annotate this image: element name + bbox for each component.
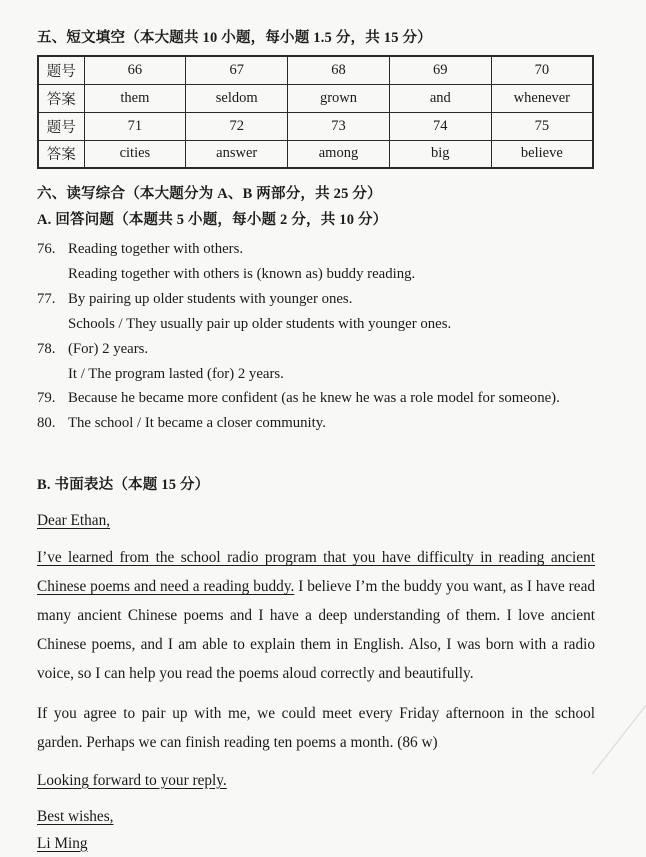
answer-cell: and <box>389 84 491 112</box>
item-text: Reading together with others. <box>68 241 244 257</box>
scan-artifact-line <box>592 703 646 775</box>
question-number-cell: 71 <box>84 112 186 140</box>
question-number-cell: 74 <box>389 112 491 140</box>
item-text: Reading together with others is (known as) buddy reading. <box>68 265 416 282</box>
question-number-cell: 66 <box>84 56 186 84</box>
question-number-cell: 75 <box>491 112 593 140</box>
question-number-cell: 69 <box>389 56 491 84</box>
model-letter <box>37 509 595 856</box>
answer-cell: cities <box>84 140 186 168</box>
item-number: 80. <box>37 415 56 432</box>
answer-cell: believe <box>491 140 593 168</box>
answer-item-77 <box>37 287 595 337</box>
underlined-opening-sentence: I’ve learned from the school radio program that you have difficulty in reading ancient Chinese poems and need a reading buddy. <box>37 549 595 596</box>
item-text: The school / It became a closer community. <box>68 415 326 432</box>
row-label: 答案 <box>38 84 84 112</box>
answer-item-80 <box>37 411 595 436</box>
table-row <box>38 84 593 112</box>
letter-signoff: Best wishes, <box>37 807 114 825</box>
letter-signoff-block <box>37 803 595 857</box>
item-number: 76. <box>37 241 56 257</box>
answer-cell: whenever <box>491 84 593 112</box>
section5-heading: 五、短文填空（本大题共 10 小题，每小题 1.5 分，共 15 分） <box>37 30 432 46</box>
paragraph-1-rest: I believe I’m the buddy you want, as I have read many ancient Chinese poems and I have a deep understanding of them. I love ancient Chinese poems, and I am able to explain them in English. Also, I was born with a radio voice, so I can help you read the poems aloud correctly and beautifully. <box>37 578 596 682</box>
answer-cell: among <box>288 140 390 168</box>
answer-cell: big <box>389 140 491 168</box>
cloze-answer-table <box>37 55 594 169</box>
answer-cell: grown <box>288 84 390 112</box>
part-b-heading: B. 书面表达（本题 15 分） <box>37 477 210 494</box>
question-number-cell: 67 <box>186 56 288 84</box>
question-number-cell: 70 <box>491 56 593 84</box>
row-label: 答案 <box>38 140 84 168</box>
answer-item-78 <box>37 337 595 387</box>
part-a-answer-list <box>37 237 595 436</box>
item-text: Because he became more confident (as he knew he was a role model for someone). <box>68 390 560 407</box>
table-row <box>38 56 593 84</box>
letter-paragraph-1 <box>37 544 595 689</box>
answer-item-79 <box>37 386 595 411</box>
item-number: 79. <box>37 390 56 407</box>
answer-cell: seldom <box>186 84 288 112</box>
answer-cell: them <box>84 84 186 112</box>
answer-item-76 <box>37 237 595 287</box>
letter-salutation: Dear Ethan, <box>37 512 111 530</box>
question-number-cell: 68 <box>288 56 390 84</box>
letter-signature: Li Ming <box>37 834 88 852</box>
table-row <box>38 140 593 168</box>
item-text: It / The program lasted (for) 2 years. <box>68 365 284 382</box>
row-label: 题号 <box>38 112 84 140</box>
question-number-cell: 72 <box>186 112 288 140</box>
answer-key-page <box>37 28 595 857</box>
part-a-heading: A. 回答问题（本题共 5 小题，每小题 2 分，共 10 分） <box>37 212 388 228</box>
letter-paragraph-2: If you agree to pair up with me, we could meet every Friday afternoon in the school garden. Perhaps we can finish reading ten poems a month. (86 w) <box>37 704 595 751</box>
item-number: 77. <box>37 290 56 307</box>
item-text: (For) 2 years. <box>68 340 149 357</box>
table-row <box>38 112 593 140</box>
question-number-cell: 73 <box>288 112 390 140</box>
answer-cell: answer <box>186 140 288 168</box>
letter-closing-line: Looking forward to your reply. <box>37 771 227 789</box>
item-text: By pairing up older students with younger ones. <box>68 290 353 307</box>
section6-heading: 六、读写综合（本大题分为 A、B 两部分，共 25 分） <box>37 186 382 202</box>
item-number: 78. <box>37 340 56 357</box>
row-label: 题号 <box>38 56 84 84</box>
item-text: Schools / They usually pair up older students with younger ones. <box>68 315 452 332</box>
